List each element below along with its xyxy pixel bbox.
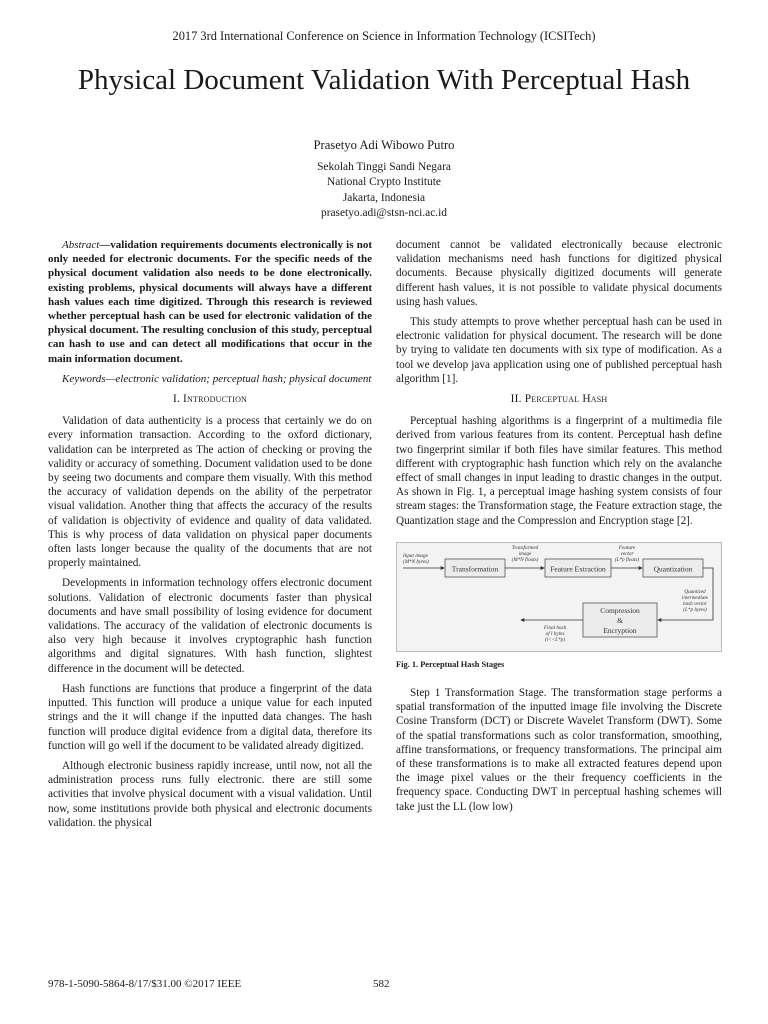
quantization-label: Quantization	[653, 564, 693, 574]
transformed-dims-label: (M*N floats)	[511, 556, 539, 563]
paragraph: Developments in information technology offers electronic document solutions. Validation of electronic documents faster than physical documents and have small possibility of losing evidence for document validations. The accuracy of the validation of electronic documents is also very high because it involves cryptographic hash function algorithms and digital signatures. With hash function, slightest difference in the document will be detected.	[48, 577, 372, 675]
input-image-label: Input image	[403, 552, 428, 559]
left-column	[48, 238, 372, 836]
paper-title: Physical Document Validation With Perceptual Hash	[77, 64, 691, 96]
input-dims-label: (M*N bytes)	[403, 558, 429, 565]
abstract: Abstract—validation requirements documents electronically is not only needed for electronic documents. For the specific needs of the physical document validation also needs to be done electronically. existing problems, physical documents will always have a different hash values each time digitized. Through this research is reviewed whether perceptual hash can be used for electronic validation of the physical document. The resulting conclusion of this study, perceptual can hash to use and can detect all modifications that occur in the main information document.	[48, 239, 372, 365]
transformation-label: Transformation	[451, 564, 499, 574]
author-block	[0, 138, 768, 222]
ampersand-label: &	[617, 615, 623, 625]
right-column	[396, 238, 722, 820]
of-lbytes-label: of l bytes	[545, 630, 565, 637]
feature-label: Feature	[618, 544, 636, 551]
conference-header: 2017 3rd International Conference on Science in Information Technology (ICSITech)	[172, 29, 596, 43]
abstract-label: Abstract	[62, 239, 100, 251]
keywords-label: Keywords	[62, 372, 106, 385]
author-name: Prasetyo Adi Wibowo Putro	[313, 138, 455, 152]
paragraph: This study attempts to prove whether perceptual hash can be used in electronic validation for physical document. The research will be done by trying to validate ten documents with six type of modification. As a tool we develop java application using one of published perceptual hash algorithm [1].	[396, 316, 722, 385]
vector-label: vector	[620, 550, 634, 557]
keywords: Keywords—electronic validation; perceptual hash; physical document	[62, 372, 372, 385]
hash-vector-label: hash vector	[682, 600, 708, 607]
paragraph: Step 1 Transformation Stage. The transformation stage performs a spatial transformation of the inputted image file involving the Discrete Cosine Transform (DCT) or Discrete Wavelet Transform (DWT). Some of the spatial transformations such as color transformation, smoothing, affine transformations, or frequency transformations. The principal aim of these transformations is to make all extracted features depend upon the image pixel values or the their frequency coefficients in the frequency space. Conducting DWT in perceptual hashing schemes will take just the LL (low low)	[396, 687, 722, 813]
feature-extraction-label: Feature Extraction	[550, 564, 606, 574]
abstract-text: validation requirements documents electronically is not only needed for electronic documents. For the specific needs of the physical document validation also needs to be done electronically. existing problems, physical documents will always have a different hash values each time digitized. Through this research is reviewed whether perceptual hash can be used for electronic validation of the physical document. The resulting conclusion of this study, perceptual can hash to use and can detect all modifications that occur in the main information document.	[48, 239, 372, 365]
feature-dims-label: (L*p floats)	[614, 556, 640, 563]
paragraph: Validation of data authenticity is a process that certainly we do on every information transaction. According to the oxford dictionary, validation can be interpreted as The action of checking or proving the validity or accuracy of something. Document validation used to be done by seeing two documents and compare them visually. With this method the accuracy of validation depends on the ability of the perpetrator visual validation. Another thing that affects the accuracy of the results of validation is objectivity of evidence and quality of data validated. This is why process of data validation on physical paper documents often lasts longer because the quality of the documents that are not properly maintained.	[48, 415, 372, 570]
figure-perceptual-hash-stages	[396, 542, 722, 652]
figure-diagram	[397, 543, 721, 651]
footer-isbn: 978-1-5090-5864-8/17/$31.00 ©2017 IEEE	[48, 978, 242, 990]
final-hash-label: Final hash	[543, 624, 567, 631]
section-heading-introduction: I. Introduction	[172, 393, 248, 406]
intermediate-label: intermediate	[681, 594, 709, 601]
paragraph: Hash functions are functions that produce a fingerprint of the data inputted. This function will produce a unique value for each inputed strings and the it will change if the inputted data changes. The hash function will produce digital evidence from a digital data, therefore its function will go well if the document to be validated already digitized.	[48, 682, 372, 752]
author-email[interactable]: prasetyo.adi@stsn-nci.ac.id	[321, 207, 447, 220]
figure-caption: Fig. 1. Perceptual Hash Stages	[396, 659, 505, 669]
final-dims-label: (l<<L*p)	[545, 636, 565, 643]
quantized-dims-label: (L*p bytes)	[683, 606, 707, 613]
affiliation-line: National Crypto Institute	[327, 176, 441, 189]
quantized-label: Quantized	[684, 588, 706, 595]
encryption-label: Encryption	[603, 625, 637, 635]
keywords-text: electronic validation; perceptual hash; physical document	[115, 372, 372, 385]
paragraph: document cannot be validated electronically because electronic validation mechanisms need hash functions for digitized physical documents. Because physically digitized documents will generate different hash values, it is not possible to validate physical documents using hash values.	[396, 239, 722, 308]
affiliation-line: Jakarta, Indonesia	[342, 191, 426, 204]
compression-label: Compression	[600, 605, 640, 615]
transformed-label: Transformed	[511, 544, 539, 551]
section-heading-perceptual-hash: II. Perceptual Hash	[510, 393, 608, 406]
paragraph: Although electronic business rapidly increase, until now, not all the administration process runs fully electronic. there are still some activities that involve physical document with a visual validation. Until now, some institutions provide both physical and electronic documents validation. the physical	[48, 759, 372, 829]
affiliation-line: Sekolah Tinggi Sandi Negara	[317, 160, 451, 173]
page-number: 582	[373, 978, 390, 990]
image-label: image	[518, 550, 532, 557]
paragraph: Perceptual hashing algorithms is a fingerprint of a multimedia file derived from various features from its content. Perceptual hash define two fingerprint similar if both files have similar features. This method different with cryptographic hash function which rely on the avalanche effect of small changes in input leading to drastic changes in the output. As shown in Fig. 1, a perceptual image hashing system consists of four stream stages: the Transformation stage, the Feature extraction stage, the Quantization stage and the Compression and Encryption stage [2].	[396, 415, 722, 527]
